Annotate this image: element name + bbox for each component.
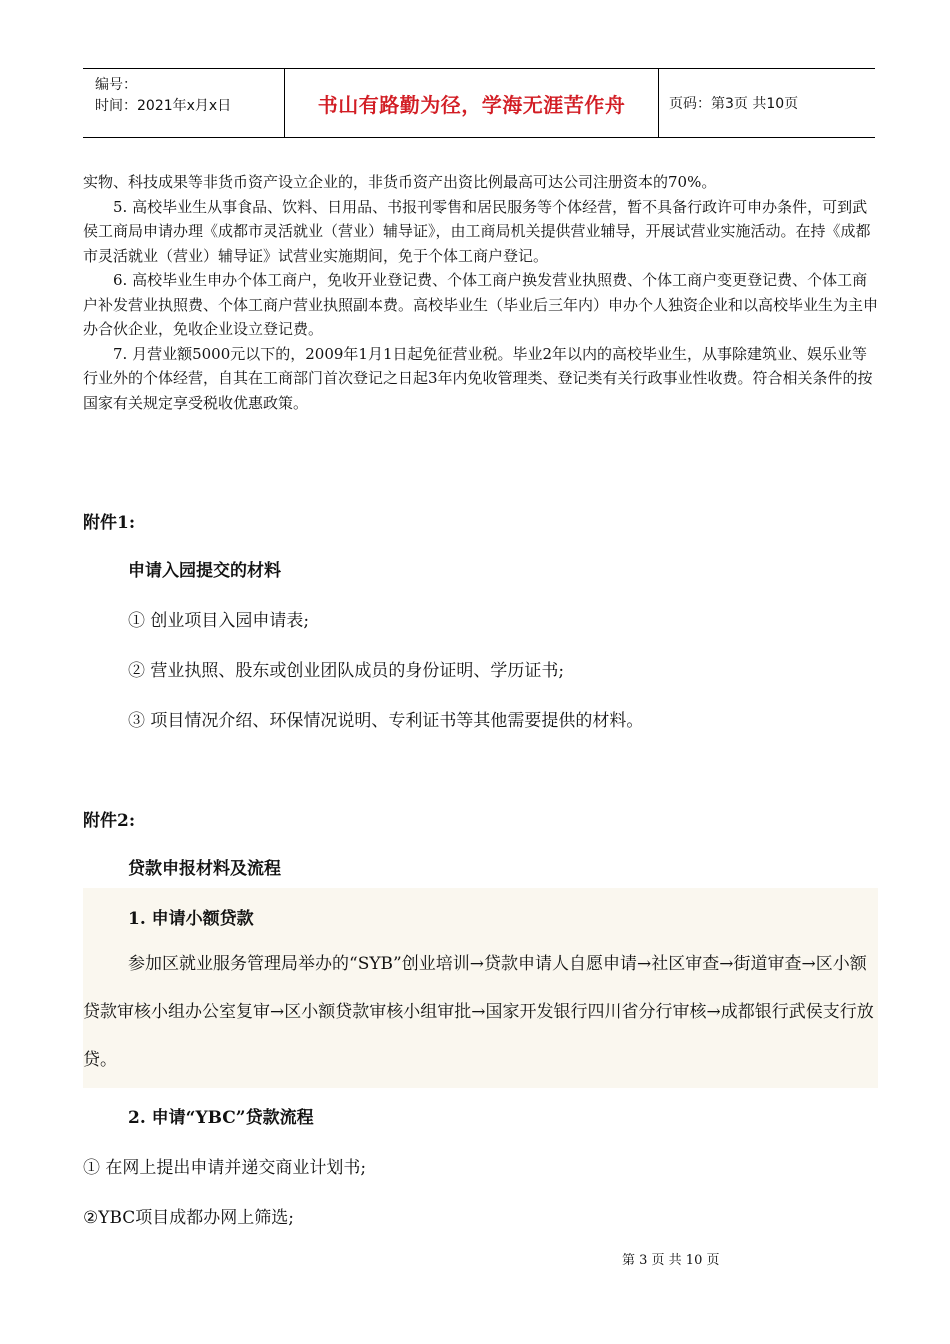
header-page-number: 页码：第3页 共10页: [669, 96, 799, 112]
paragraph: 实物、科技成果等非货币资产设立企业的，非货币资产出资比例最高可达公司注册资本的70%。: [83, 173, 717, 191]
attachment1-subheading: 申请入园提交的材料: [128, 561, 281, 581]
paragraph: 6. 高校毕业生申办个体工商户，免收开业登记费、个体工商户换发营业执照费、个体工商户变更登记费、个体工商户补发营业执照费、个体工商户营业执照副本费。高校毕业生（毕业后三年内）申办个人独资企业和以高校毕业生为主申办合伙企业，免收企业设立登记费。: [83, 271, 879, 338]
list-item: ②YBC项目成都办网上筛选;: [83, 1208, 295, 1228]
header-motto: 书山有路勤为径，学海无涯苦作舟: [285, 69, 659, 137]
paragraph: 7. 月营业额5000元以下的，2009年1月1日起免征营业税。毕业2年以内的高校毕业生，从事除建筑业、娱乐业等行业外的个体经营，自其在工商部门首次登记之日起3年内免收管理类、登记类有关行政事业性收费。符合相关条件的按国家有关规定享受税收优惠政策。: [83, 344, 873, 412]
header-meta: [83, 69, 285, 137]
list-item: ② 营业执照、股东或创业团队成员的身份证明、学历证书;: [128, 661, 565, 681]
list-item: ① 创业项目入园申请表;: [128, 611, 310, 631]
page-header: [83, 68, 875, 138]
loan1-text: 参加区就业服务管理局举办的“SYB”创业培训→贷款申请人自愿申请→社区审查→街道审查→区小额贷款审核小组办公室复审→区小额贷款审核小组审批→国家开发银行四川省分行审核→成都银行武侯支行放贷。: [83, 954, 874, 1070]
page-footer: 第 3 页 共 10 页: [622, 1253, 720, 1268]
body-paragraphs: [83, 170, 880, 415]
header-number: 编号：: [95, 77, 137, 93]
loan2-heading: 2. 申请“YBC”贷款流程: [128, 1108, 314, 1128]
attachment2-heading: 附件2:: [83, 811, 136, 831]
list-item: ③ 项目情况介绍、环保情况说明、专利证书等其他需要提供的材料。: [128, 711, 644, 731]
loan1-heading: 1. 申请小额贷款: [128, 909, 254, 929]
attachment1-heading: 附件1:: [83, 513, 136, 533]
list-item: ① 在网上提出申请并递交商业计划书;: [83, 1158, 367, 1178]
attachment2-subheading: 贷款申报材料及流程: [128, 859, 281, 879]
paragraph: 5. 高校毕业生从事食品、饮料、日用品、书报刊零售和居民服务等个体经营，暂不具备行政许可申办条件，可到武侯工商局申请办理《成都市灵活就业（营业）辅导证》，由工商局机关提供营业辅导，开展试营业实施活动。在持《成都市灵活就业（营业）辅导证》试营业实施期间，免于个体工商户登记。: [83, 197, 871, 265]
header-time: 时间：2021年x月x日: [95, 98, 232, 114]
